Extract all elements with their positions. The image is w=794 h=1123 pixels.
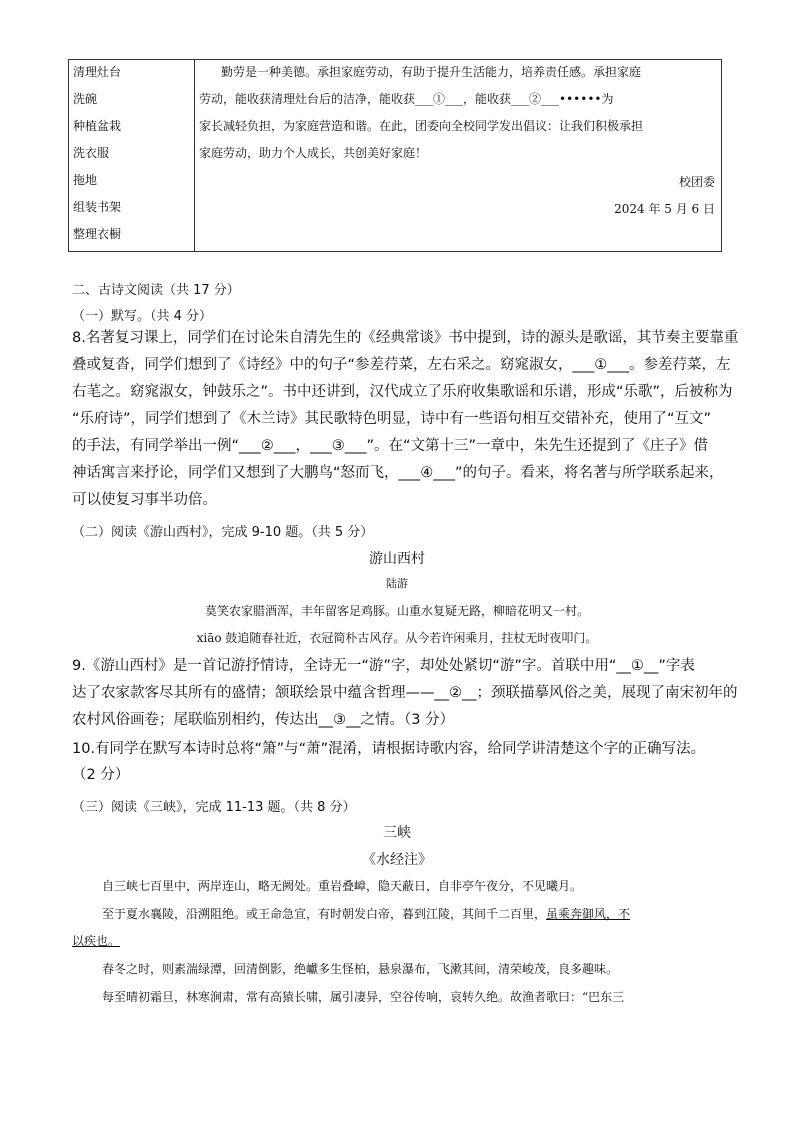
letter-line: 劳动，能收获清理灶台后的洁净，能收获___①___，能收获___②___••••••为: [199, 92, 614, 106]
q8-line: 叠或复沓，同学们想到了《诗经》中的句子“参差荇菜，左右采之。窈窕淑女，___①___。参差荇菜，左: [72, 357, 731, 373]
chores-table: [68, 59, 722, 252]
poem-line: 莫笑农家腊酒浑，丰年留客足鸡豚。山重水复疑无路，柳暗花明又一村。: [204, 604, 589, 618]
letter-date: 2024 年 5 月 6 日: [614, 202, 715, 216]
underlined-text: 虽乘奔御风，不: [546, 907, 631, 921]
poem-line: xiāo 鼓追随春社近，衣冠简朴古风存。从今若许闲乘月，拄杖无时夜叩门。: [196, 631, 598, 645]
chore-item: 组装书架: [73, 200, 122, 214]
part2-title: （二）阅读《游山西村》，完成 9-10 题。（共 5 分）: [72, 525, 374, 540]
q9-line: 达了农家款客尽其所有的盛情；颔联绘景中蕴含哲理——__②__；颈联描摹风俗之美，展现了南宋初年的: [72, 685, 738, 701]
sanxia-source: 《水经注》: [362, 852, 432, 868]
sanxia-paragraph: 自三峡七百里中，两岸连山，略无阙处。重岩叠嶂，隐天蔽日，自非亭午夜分，不见曦月。: [102, 879, 583, 893]
part1-title: （一）默写。（共 4 分）: [72, 309, 213, 324]
chore-item: 清理灶台: [73, 65, 122, 79]
q8-line: 右芼之。窈窕淑女，钟鼓乐之”。书中还讲到，汉代成立了乐府收集歌谣和乐谱，形成“乐歌”，后被称为: [72, 384, 733, 400]
chore-item: 拖地: [73, 173, 98, 187]
sanxia-text: 至于夏水襄陵，沿溯阻绝。或王命急宣，有时朝发白帝，暮到江陵，其间千二百里，: [102, 907, 547, 921]
q8-line: 8.名著复习课上，同学们在讨论朱自清先生的《经典常谈》书中提到，诗的源头是歌谣，其节奏主要靠重: [72, 330, 739, 346]
table-divider: [194, 60, 195, 251]
letter-line: 家长减轻负担，为家庭营造和谐。在此，团委向全校同学发出倡议：让我们积极承担: [199, 119, 644, 133]
chore-item: 洗碗: [73, 92, 98, 106]
part3-title: （三）阅读《三峡》，完成 11-13 题。（共 8 分）: [72, 800, 356, 815]
sanxia-title: 三峡: [383, 825, 411, 841]
letter-signature: 校团委: [678, 175, 715, 189]
section-title: 二、古诗文阅读（共 17 分）: [72, 283, 240, 298]
poem-author: 陆游: [386, 577, 408, 590]
chore-item: 种植盆栽: [73, 119, 122, 133]
q8-line: 的手法，有同学举出一例“___②___，___③___”。在“文第十三”一章中，朱先生还提到了《庄子》借: [72, 438, 709, 454]
sanxia-paragraph: 每至晴初霜旦，林寒涧肃，常有高猿长啸，属引凄异，空谷传响，哀转久绝。故渔者歌曰：“巴东三: [102, 990, 625, 1004]
q9-line: 9.《游山西村》是一首记游抒情诗，全诗无一“游”字，却处处紧切“游”字。首联中用“__①__”字表: [72, 658, 695, 674]
q8-line: “乐府诗”，同学们想到了《木兰诗》其民歌特色明显，诗中有一些语句相互交错补充，使用了“互文”: [72, 411, 712, 427]
q9-line: 农村风俗画卷；尾联临别相约，传达出__③__之情。（3 分）: [72, 712, 455, 728]
q8-line: 可以使复习事半功倍。: [72, 492, 217, 508]
chore-item: 整理衣橱: [73, 227, 122, 241]
letter-line: 勤劳是一种美德。承担家庭劳动，有助于提升生活能力，培养责任感。承担家庭: [221, 65, 642, 79]
poem-title: 游山西村: [369, 551, 425, 567]
chore-item: 洗衣服: [73, 146, 110, 160]
letter-line: 家庭劳动，助力个人成长，共创美好家庭！: [199, 146, 428, 160]
q10-line: 10.有同学在默写本诗时总将“箫”与“萧”混淆，请根据诗歌内容，给同学讲清楚这个字的正确写法。: [72, 741, 706, 757]
sanxia-paragraph: 春冬之时，则素湍绿潭，回清倒影，绝巘多生怪柏，悬泉瀑布，飞漱其间，清荣峻茂，良多趣味。: [102, 962, 619, 976]
underlined-text: 以疾也。: [72, 934, 121, 948]
q10-line: （2 分）: [72, 767, 130, 783]
sanxia-paragraph: [102, 905, 630, 922]
q8-line: 神话寓言来抒论，同学们又想到了大鹏鸟“怒而飞，___④___”的句子。看来，将名著与所学联系起来，: [72, 465, 724, 481]
